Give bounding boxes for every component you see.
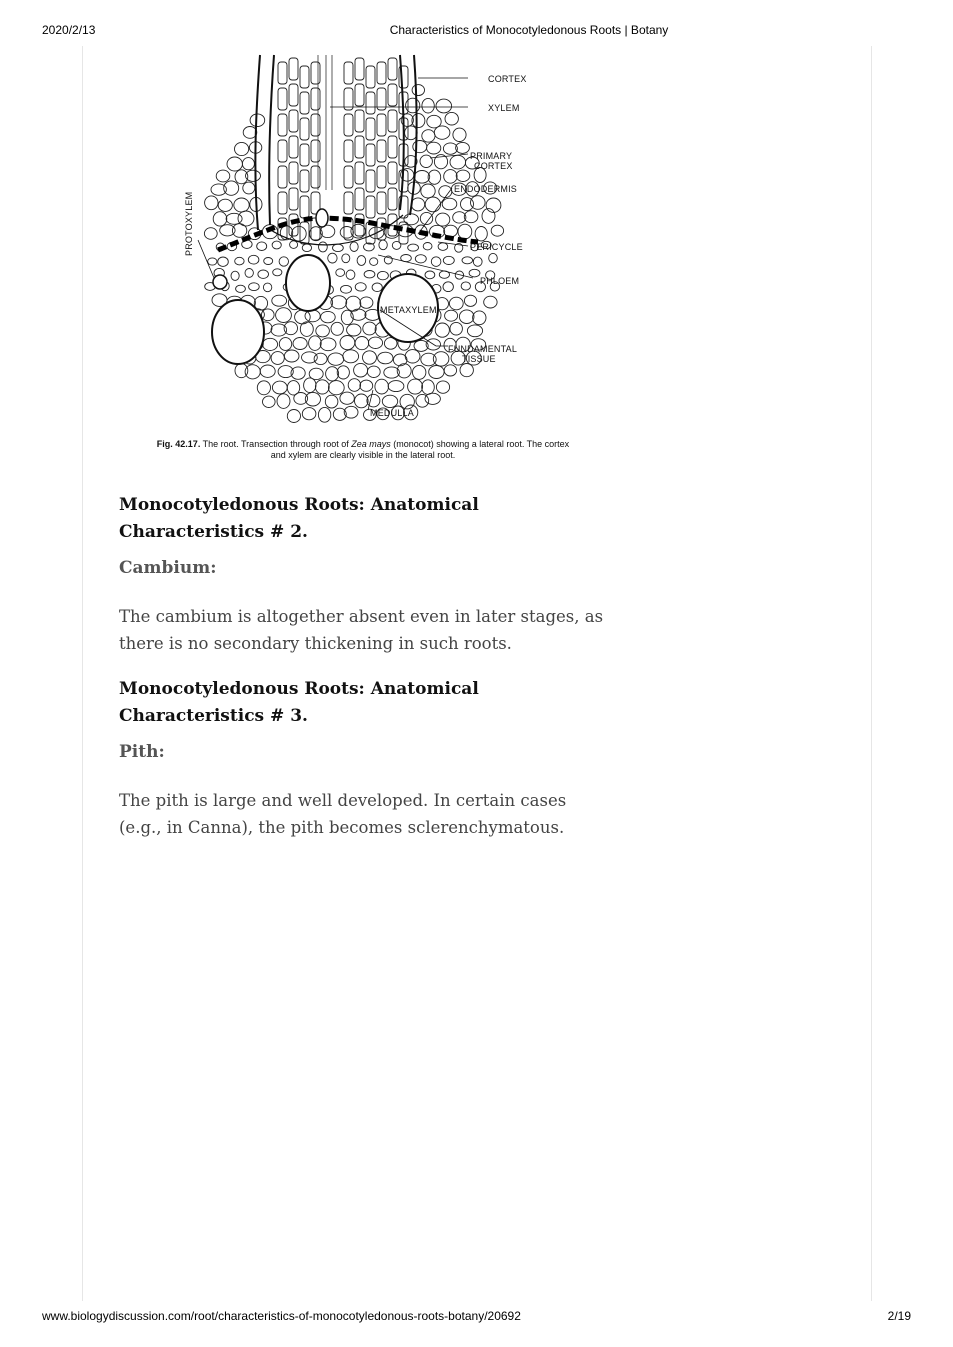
- label-pericycle: PERICYCLE: [470, 242, 523, 252]
- caption-text-before: The root. Transection through root of: [200, 439, 352, 449]
- label-primary-cortex: CORTEX: [474, 161, 513, 171]
- caption-species: Zea mays: [351, 439, 391, 449]
- figure-caption: [118, 439, 608, 461]
- root-transection-figure: [118, 50, 608, 470]
- caption-fig-number: Fig. 42.17.: [156, 439, 201, 449]
- print-url: www.biologydiscussion.com/root/characteristics-of-monocotyledonous-roots-botany/20692: [42, 1309, 521, 1323]
- print-date: 2020/2/13: [42, 23, 96, 37]
- content-border-left: [82, 46, 83, 1301]
- section-heading-2: Monocotyledonous Roots: Anatomical Characteristics # 2.: [119, 495, 479, 542]
- paragraph-cambium: The cambium is altogether absent even in later stages, as there is no secondary thickening in such roots.: [119, 607, 604, 653]
- caption-line-2: and xylem are clearly visible in the lateral root.: [270, 450, 456, 460]
- label-primary: PRIMARY: [470, 151, 513, 161]
- caption-text-after: (monocot) showing a lateral root. The cortex: [390, 439, 570, 449]
- label-phloem: PHLOEM: [480, 276, 520, 286]
- article-body: [119, 492, 619, 841]
- section-heading-3: Monocotyledonous Roots: Anatomical Characteristics # 3.: [119, 679, 479, 726]
- label-tissue: TISSUE: [462, 354, 496, 364]
- label-cortex: CORTEX: [488, 74, 527, 84]
- content-border-right: [871, 46, 872, 1301]
- paragraph-pith: The pith is large and well developed. In certain cases (e.g., in Canna), the pith becomes sclerenchymatous.: [119, 791, 567, 837]
- label-fundamental: FUNDAMENTAL: [448, 344, 518, 354]
- subheading-pith: Pith:: [119, 742, 165, 762]
- label-metaxylem: METAXYLEM: [380, 305, 437, 315]
- print-page-number: 2/19: [887, 1309, 911, 1323]
- print-page-title: Characteristics of Monocotyledonous Roots | Botany: [389, 23, 669, 37]
- label-xylem: XYLEM: [488, 103, 520, 113]
- label-endodermis: ENDODERMIS: [454, 184, 518, 194]
- root-transection-diagram: [118, 50, 608, 440]
- subheading-cambium: Cambium:: [119, 558, 217, 578]
- label-protoxylem: PROTOXYLEM: [184, 191, 194, 256]
- label-medulla: MEDULLA: [370, 408, 414, 418]
